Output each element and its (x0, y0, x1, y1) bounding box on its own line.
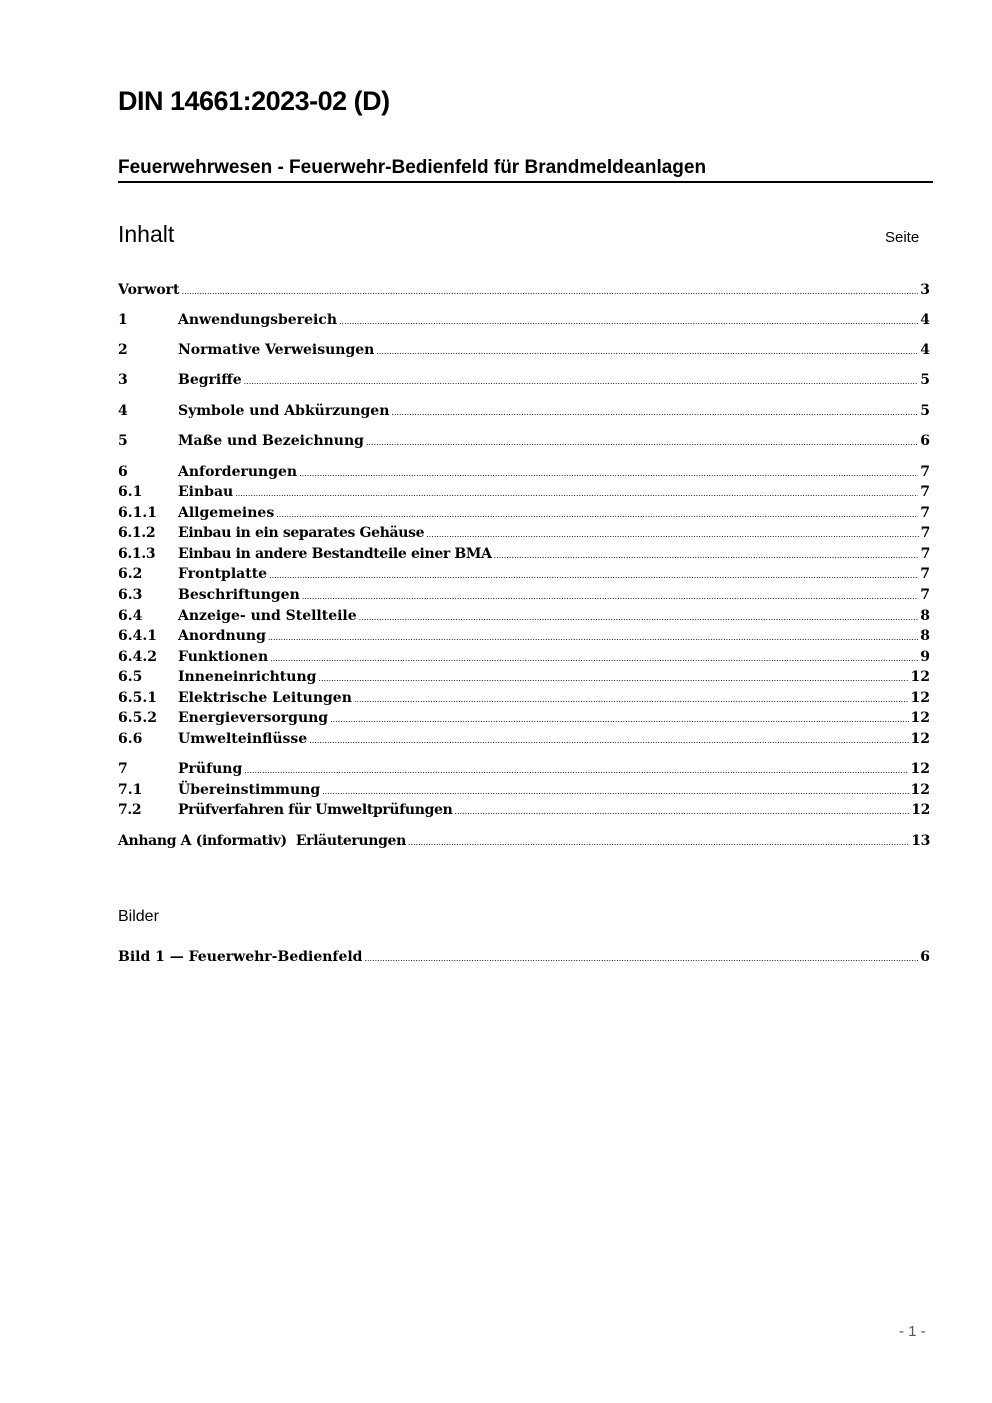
toc-entry-number: 6.5 (118, 669, 143, 685)
toc-entry-title: Prüfverfahren für Umweltprüfungen (178, 802, 453, 818)
toc-entry-page: 8 (920, 608, 930, 624)
toc-entry-page: 8 (920, 628, 930, 644)
toc-entry-number: 5 (118, 433, 128, 449)
toc-entry-number: 6.1.1 (118, 505, 157, 521)
figures-heading: Bilder (118, 908, 159, 925)
toc-entry-6-5[interactable] (118, 667, 930, 687)
toc-entry-title: Inneneinrichtung (178, 669, 317, 685)
toc-leader-dots (302, 587, 919, 607)
toc-entry-3[interactable] (118, 370, 930, 390)
toc-leader-dots (322, 782, 908, 802)
toc-entry-title: Begriffe (178, 372, 242, 388)
document-subtitle: Feuerwehrwesen - Feuerwehr-Bedienfeld für Brandmeldeanlagen (118, 157, 933, 183)
toc-entry-number: 6.3 (118, 587, 143, 603)
toc-leader-dots (276, 505, 918, 525)
toc-entry-number: 6 (118, 464, 128, 480)
figure-entry-title: Bild 1 — Feuerwehr-Bedienfeld (118, 949, 363, 965)
toc-entry-number: 7 (118, 761, 128, 777)
toc-entry-title: Symbole und Abkürzungen (178, 403, 390, 419)
toc-entry-page: 6 (920, 433, 930, 449)
toc-entry-title: Anordnung (178, 628, 266, 644)
toc-entry-title: Funktionen (178, 649, 269, 665)
toc-entry-6-2[interactable] (118, 564, 930, 584)
toc-leader-dots (359, 608, 919, 628)
toc-entry-6-5-1[interactable] (118, 688, 930, 708)
toc-leader-dots (494, 546, 919, 566)
toc-leader-dots (235, 484, 918, 504)
toc-leader-dots (269, 566, 918, 586)
toc-entry-anhang-a[interactable] (118, 831, 930, 851)
toc-entry-6-4[interactable] (118, 606, 930, 626)
toc-entry-title: Normative Verweisungen (178, 342, 375, 358)
toc-leader-dots (244, 761, 908, 781)
toc-entry-title: Energieversorgung (178, 710, 329, 726)
toc-entry-page: 3 (920, 282, 930, 298)
toc-entry-title: Anwendungsbereich (178, 312, 337, 328)
toc-leader-dots (408, 833, 909, 853)
toc-entry-1[interactable] (118, 310, 930, 330)
toc-leader-dots (426, 525, 918, 545)
toc-entry-page: 4 (920, 342, 930, 358)
toc-entry-6-5-2[interactable] (118, 708, 930, 728)
toc-entry-6-1-1[interactable] (118, 503, 930, 523)
toc-entry-number: 6.1.2 (118, 525, 156, 541)
toc-entry-title: Einbau (178, 484, 234, 500)
toc-entry-title: Maße und Bezeichnung (178, 433, 364, 449)
toc-entry-number: 7.2 (118, 802, 142, 818)
toc-leader-dots (244, 372, 919, 392)
toc-entry-page: 12 (910, 710, 930, 726)
toc-leader-dots (299, 464, 918, 484)
toc-entry-4[interactable] (118, 401, 930, 421)
toc-leader-dots (270, 649, 918, 669)
toc-entry-number: 1 (118, 312, 128, 328)
toc-entry-title: Übereinstimmung (178, 782, 321, 798)
toc-entry-title: Frontplatte (178, 566, 268, 582)
toc-entry-page: 7 (920, 505, 930, 521)
toc-entry-number: 3 (118, 372, 128, 388)
toc-leader-dots (376, 342, 918, 362)
toc-leader-dots (339, 312, 918, 332)
toc-entry-vorwort[interactable] (118, 280, 930, 300)
toc-entry-number: 6.5.2 (118, 710, 157, 726)
toc-leader-dots (391, 403, 918, 423)
toc-entry-page: 7 (920, 566, 930, 582)
toc-entry-6-1[interactable] (118, 482, 930, 502)
toc-entry-6-6[interactable] (118, 729, 930, 749)
toc-entry-6-1-2[interactable] (118, 523, 930, 543)
toc-leader-dots (354, 690, 909, 710)
toc-heading: Inhalt (118, 221, 175, 247)
toc-entry-page: 7 (920, 464, 930, 480)
toc-entry-number: 4 (118, 403, 128, 419)
toc-leader-dots (182, 282, 919, 302)
toc-entry-title: Einbau in ein separates Gehäuse (178, 525, 425, 541)
toc-entry-title: Elektrische Leitungen (178, 690, 352, 706)
toc-entry-page: 7 (920, 484, 930, 500)
toc-entry-page: 12 (910, 761, 930, 777)
toc-entry-page: 12 (910, 690, 930, 706)
toc-entry-page: 7 (920, 587, 930, 603)
toc-entry-5[interactable] (118, 431, 930, 451)
toc-entry-title: Allgemeines (178, 505, 275, 521)
toc-entry-number: 6.4.2 (118, 649, 157, 665)
toc-leader-dots (330, 710, 908, 730)
toc-entry-2[interactable] (118, 340, 930, 360)
toc-entry-title: Beschriftungen (178, 587, 300, 603)
toc-entry-number: 6.1.3 (118, 546, 156, 562)
toc-entry-number: 6.4 (118, 608, 143, 624)
toc-entry-title: Anhang A (informativ) Erläuterungen (118, 833, 406, 849)
toc-entry-number: 7.1 (118, 782, 143, 798)
toc-entry-title: Einbau in andere Bestandteile einer BMA (178, 546, 492, 562)
page-number: - 1 - (899, 1323, 926, 1340)
toc-page-column-label: Seite (885, 229, 920, 246)
toc-leader-dots (309, 731, 908, 751)
toc-entry-title: Umwelteinflüsse (178, 731, 308, 747)
toc-entry-6-3[interactable] (118, 585, 930, 605)
toc-entry-number: 6.5.1 (118, 690, 157, 706)
toc-entry-6-4-2[interactable] (118, 647, 930, 667)
toc-entry-number: 6.1 (118, 484, 143, 500)
page-title: DIN 14661:2023-02 (D) (118, 86, 390, 116)
toc-entry-7-1[interactable] (118, 780, 930, 800)
toc-entry-page: 12 (911, 802, 930, 818)
toc-entry-6-4-1[interactable] (118, 626, 930, 646)
toc-entry-number: 6.2 (118, 566, 143, 582)
toc-leader-dots (364, 949, 918, 969)
toc-entry-number: 2 (118, 342, 128, 358)
toc-entry-page: 12 (910, 782, 930, 798)
toc-leader-dots (268, 628, 918, 648)
toc-entry-page: 12 (910, 731, 930, 747)
toc-leader-dots (318, 669, 908, 689)
toc-entry-page: 9 (920, 649, 930, 665)
toc-entry-6[interactable] (118, 462, 930, 482)
toc-entry-page: 7 (920, 525, 930, 541)
toc-entry-page: 4 (920, 312, 930, 328)
toc-entry-number: 6.4.1 (118, 628, 157, 644)
toc-entry-title: Anzeige- und Stellteile (178, 608, 357, 624)
toc-entry-7-2[interactable] (118, 800, 930, 820)
toc-leader-dots (454, 802, 909, 822)
toc-entry-page: 13 (911, 833, 930, 849)
toc-entry-6-1-3[interactable] (118, 544, 930, 564)
figure-entry-bild-1[interactable] (118, 947, 930, 967)
toc-entry-page: 5 (920, 372, 930, 388)
toc-entry-7[interactable] (118, 759, 930, 779)
toc-entry-title: Prüfung (178, 761, 243, 777)
toc-entry-page: 5 (920, 403, 930, 419)
toc-entry-number: 6.6 (118, 731, 143, 747)
toc-leader-dots (366, 433, 918, 453)
toc-entry-page: 7 (920, 546, 930, 562)
figure-entry-page: 6 (920, 949, 930, 965)
toc-entry-page: 12 (910, 669, 930, 685)
toc-entry-title: Anforderungen (178, 464, 298, 480)
toc-entry-title: Vorwort (118, 282, 180, 298)
